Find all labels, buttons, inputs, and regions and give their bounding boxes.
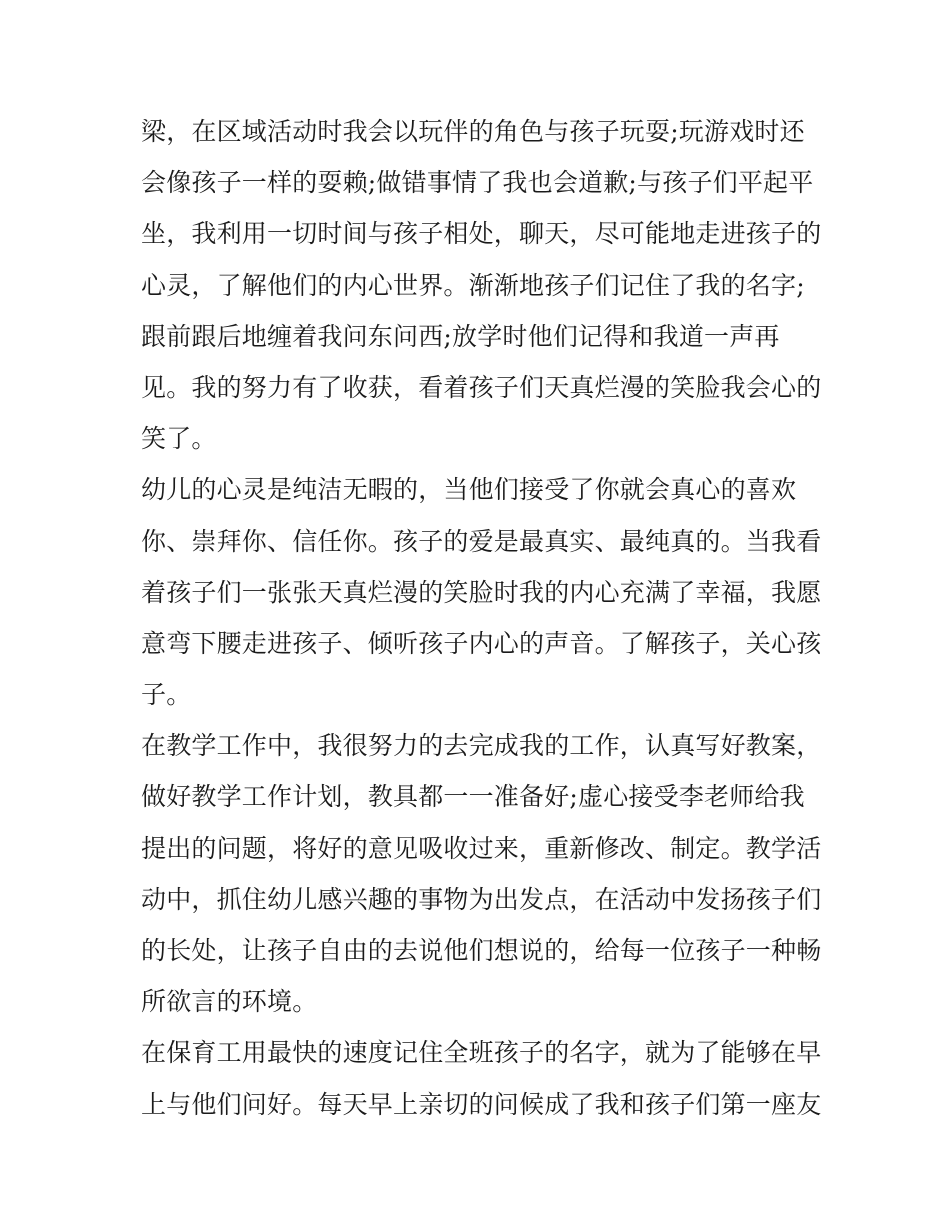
text-line: 做好教学工作计划，教具都一一准备好;虚心接受李老师给我 (141, 782, 805, 812)
text-line: 跟前跟后地缠着我问东问西;放学时他们记得和我道一声再 (141, 321, 780, 351)
text-line: 意弯下腰走进孩子、倾听孩子内心的声音。了解孩子，关心孩 (141, 628, 822, 658)
body-text (141, 106, 831, 1130)
text-line: 的长处，让孩子自由的去说他们想说的，给每一位孩子一种畅 (141, 936, 822, 965)
text-line: 在教学工作中，我很努力的去完成我的工作，认真写好教案， (141, 731, 822, 761)
text-line: 梁，在区域活动时我会以玩伴的角色与孩子玩耍;玩游戏时还 (141, 117, 805, 146)
text-line: 见。我的努力有了收获，看着孩子们天真烂漫的笑脸我会心的 (141, 372, 822, 402)
text-line: 动中，抓住幼儿感兴趣的事物为出发点，在活动中发扬孩子们 (141, 884, 822, 914)
text-line: 笑了。 (141, 424, 217, 454)
text-line: 提出的问题，将好的意见吸收过来，重新修改、制定。教学活 (141, 833, 822, 863)
text-line: 幼儿的心灵是纯洁无暇的，当他们接受了你就会真心的喜欢 (141, 475, 797, 505)
text-line: 会像孩子一样的耍赖;做错事情了我也会道歉;与孩子们平起平 (141, 168, 814, 198)
text-line: 所欲言的环境。 (141, 987, 318, 1017)
text-line: 你、崇拜你、信任你。孩子的爱是最真实、最纯真的。当我看 (141, 526, 822, 556)
text-line: 坐，我利用一切时间与孩子相处，聊天，尽可能地走进孩子的 (141, 219, 822, 249)
text-line: 子。 (141, 680, 192, 710)
text-line: 心灵，了解他们的内心世界。渐渐地孩子们记住了我的名字; (141, 270, 805, 300)
text-line: 着孩子们一张张天真烂漫的笑脸时我的内心充满了幸福，我愿 (141, 577, 822, 607)
text-line: 在保育工用最快的速度记住全班孩子的名字，就为了能够在早 (141, 1038, 822, 1068)
text-line: 上与他们问好。每天早上亲切的问候成了我和孩子们第一座友 (141, 1089, 822, 1119)
